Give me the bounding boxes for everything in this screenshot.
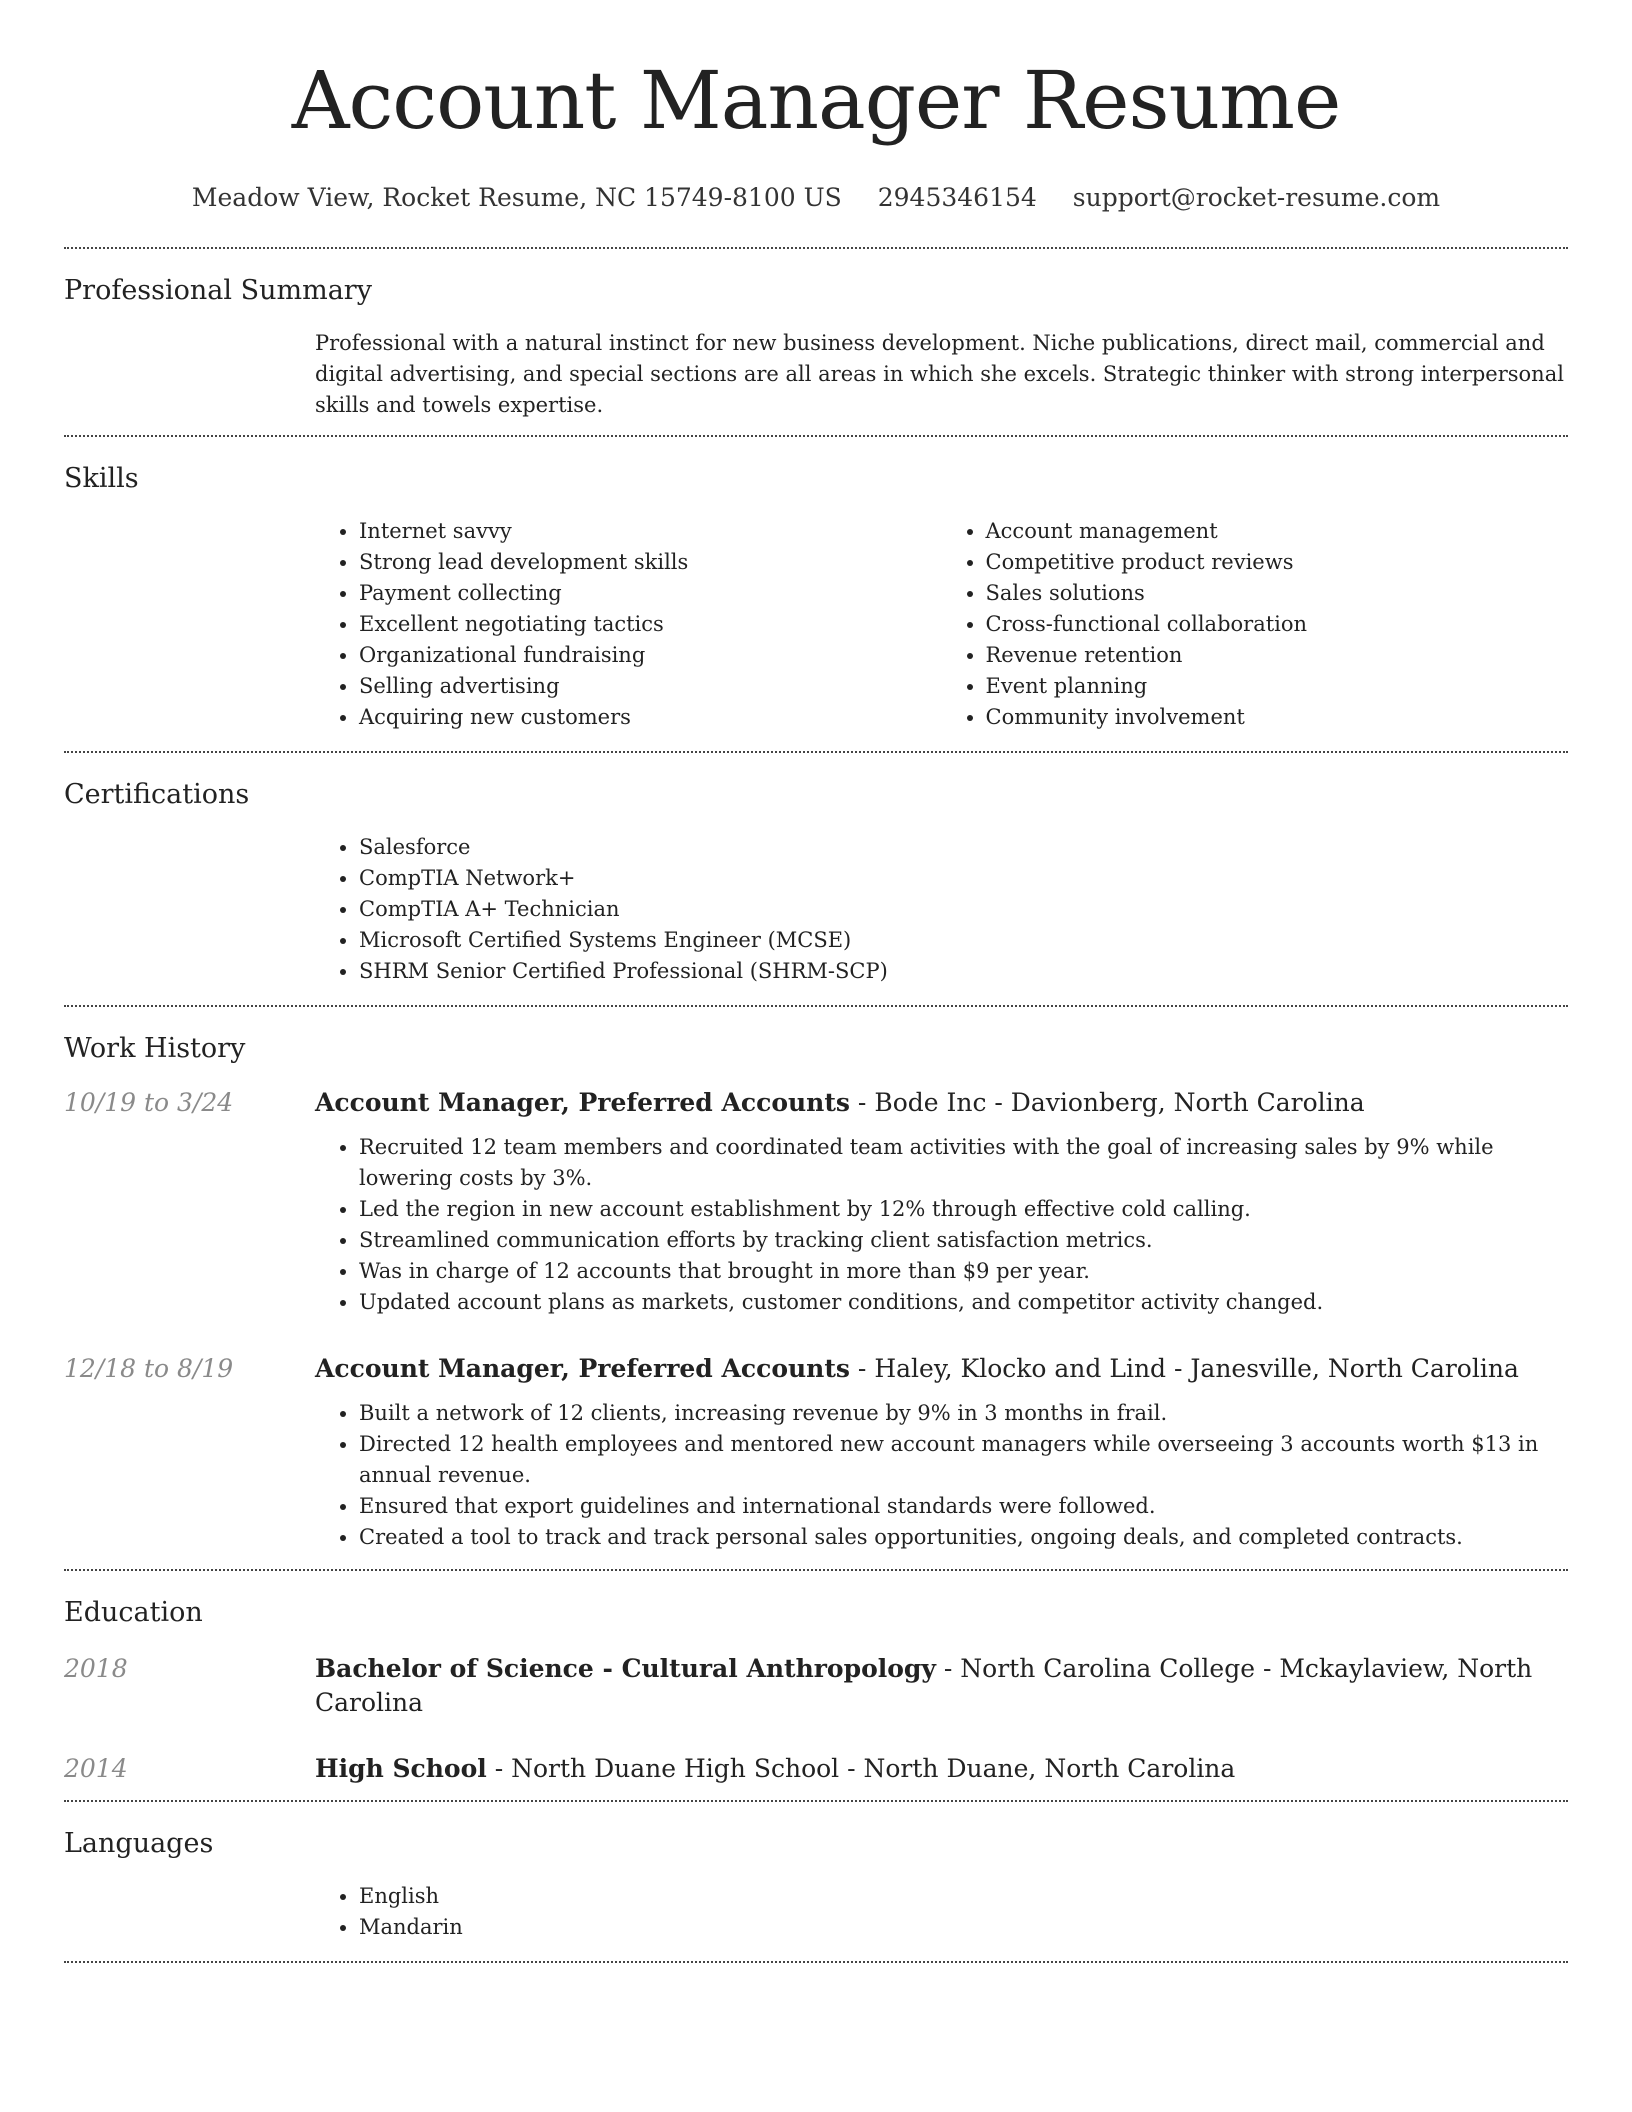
list-item: • Selling advertising bbox=[359, 671, 942, 702]
job-role: Account Manager, Preferred Accounts bbox=[315, 1088, 850, 1117]
list-item: • CompTIA A+ Technician bbox=[359, 894, 1568, 925]
list-item: • Mandarin bbox=[359, 1912, 1568, 1943]
list-item: • Payment collecting bbox=[359, 578, 942, 609]
certifications-list-wrap bbox=[315, 810, 1568, 1005]
list-item: • SHRM Senior Certified Professional (SHRM-SCP) bbox=[359, 956, 1568, 987]
education-school: - North Carolina College - Mckaylaview, North Carolina bbox=[315, 1654, 1533, 1717]
list-item: • Account management bbox=[986, 516, 1569, 547]
languages-section bbox=[64, 1802, 1568, 1961]
education-section bbox=[64, 1571, 1568, 1800]
summary-section bbox=[64, 249, 1568, 435]
list-item: • Organizational fundraising bbox=[359, 640, 942, 671]
list-item: • Built a network of 12 clients, increasing revenue by 9% in 3 months in frail. bbox=[359, 1398, 1568, 1429]
list-item: • Ensured that export guidelines and international standards were followed. bbox=[359, 1491, 1568, 1522]
skills-grid bbox=[315, 494, 1568, 751]
contact-address: Meadow View, Rocket Resume, NC 15749-8100 US bbox=[191, 183, 842, 212]
education-entry bbox=[64, 1652, 1568, 1720]
work-section bbox=[64, 1007, 1568, 1569]
list-item: • Event planning bbox=[986, 671, 1569, 702]
job-bullets bbox=[315, 1398, 1568, 1553]
list-item: • Internet savvy bbox=[359, 516, 942, 547]
certifications-section bbox=[64, 753, 1568, 1005]
job-dates: 10/19 to 3/24 bbox=[64, 1088, 234, 1117]
education-year: 2014 bbox=[64, 1754, 128, 1783]
list-item: • Streamlined communication efforts by tracking client satisfaction metrics. bbox=[359, 1225, 1568, 1256]
list-item: • Led the region in new account establishment by 12% through effective cold calling. bbox=[359, 1194, 1568, 1225]
list-item: • Acquiring new customers bbox=[359, 702, 942, 733]
job-bullets bbox=[315, 1132, 1568, 1318]
job-heading bbox=[315, 1352, 1568, 1386]
list-item: • Salesforce bbox=[359, 832, 1568, 863]
list-item: • Revenue retention bbox=[986, 640, 1569, 671]
list-item: • Created a tool to track and track personal sales opportunities, ongoing deals, and completed contracts. bbox=[359, 1522, 1568, 1553]
list-item: • English bbox=[359, 1881, 1568, 1912]
page-title: Account Manager Resume bbox=[291, 54, 1341, 147]
list-item: • Community involvement bbox=[986, 702, 1569, 733]
job-entry bbox=[64, 1086, 1568, 1318]
education-entry bbox=[64, 1752, 1568, 1800]
list-item: • Updated account plans as markets, customer conditions, and competitor activity changed. bbox=[359, 1287, 1568, 1318]
list-item: • Directed 12 health employees and mentored new account managers while overseeing 3 accounts worth $13 in annual revenue. bbox=[359, 1429, 1568, 1491]
contact-email: support@rocket-resume.com bbox=[1072, 183, 1441, 212]
languages-list-wrap bbox=[315, 1859, 1568, 1961]
job-role: Account Manager, Preferred Accounts bbox=[315, 1354, 850, 1383]
skills-list-right bbox=[942, 516, 1569, 733]
job-entry bbox=[64, 1352, 1568, 1569]
list-item: • Cross-functional collaboration bbox=[986, 609, 1569, 640]
resume-header bbox=[0, 0, 1632, 213]
section-divider bbox=[64, 1961, 1568, 1963]
education-heading: Education bbox=[64, 1597, 203, 1628]
skills-heading: Skills bbox=[64, 463, 139, 494]
education-school: - North Duane High School - North Duane, North Carolina bbox=[486, 1754, 1236, 1783]
list-item: • Excellent negotiating tactics bbox=[359, 609, 942, 640]
list-item: • Recruited 12 team members and coordinated team activities with the goal of increasing sales by 9% while lowering costs by 3%. bbox=[359, 1132, 1568, 1194]
education-year: 2018 bbox=[64, 1654, 128, 1683]
summary-heading: Professional Summary bbox=[64, 275, 372, 306]
job-company: - Haley, Klocko and Lind - Janesville, North Carolina bbox=[849, 1354, 1519, 1383]
job-heading bbox=[315, 1086, 1568, 1120]
list-item: • Competitive product reviews bbox=[986, 547, 1569, 578]
certifications-list bbox=[315, 832, 1568, 987]
education-degree: Bachelor of Science - Cultural Anthropology bbox=[315, 1654, 936, 1683]
languages-heading: Languages bbox=[64, 1828, 214, 1859]
job-main bbox=[315, 1352, 1568, 1553]
skills-list-left bbox=[315, 516, 942, 733]
list-item: • Sales solutions bbox=[986, 578, 1569, 609]
contact-phone: 2945346154 bbox=[877, 183, 1037, 212]
list-item: • Strong lead development skills bbox=[359, 547, 942, 578]
job-main bbox=[315, 1086, 1568, 1318]
work-heading: Work History bbox=[64, 1033, 246, 1064]
list-item: • CompTIA Network+ bbox=[359, 863, 1568, 894]
job-company: - Bode Inc - Davionberg, North Carolina bbox=[849, 1088, 1365, 1117]
languages-list bbox=[315, 1881, 1568, 1943]
summary-text: Professional with a natural instinct for new business development. Niche publications, direct mail, commercial and digital advertising, and special sections are all areas in which she excels. Strategic thinker with strong interpersonal skills and towels expertise. bbox=[315, 331, 1564, 417]
education-degree: High School bbox=[315, 1754, 487, 1783]
certifications-heading: Certifications bbox=[64, 779, 250, 810]
education-detail bbox=[315, 1652, 1568, 1720]
list-item: • Was in charge of 12 accounts that brought in more than $9 per year. bbox=[359, 1256, 1568, 1287]
list-item: • Microsoft Certified Systems Engineer (MCSE) bbox=[359, 925, 1568, 956]
education-detail bbox=[315, 1752, 1235, 1786]
skills-section bbox=[64, 437, 1568, 751]
job-dates: 12/18 to 8/19 bbox=[64, 1354, 234, 1383]
contact-line bbox=[0, 183, 1632, 213]
